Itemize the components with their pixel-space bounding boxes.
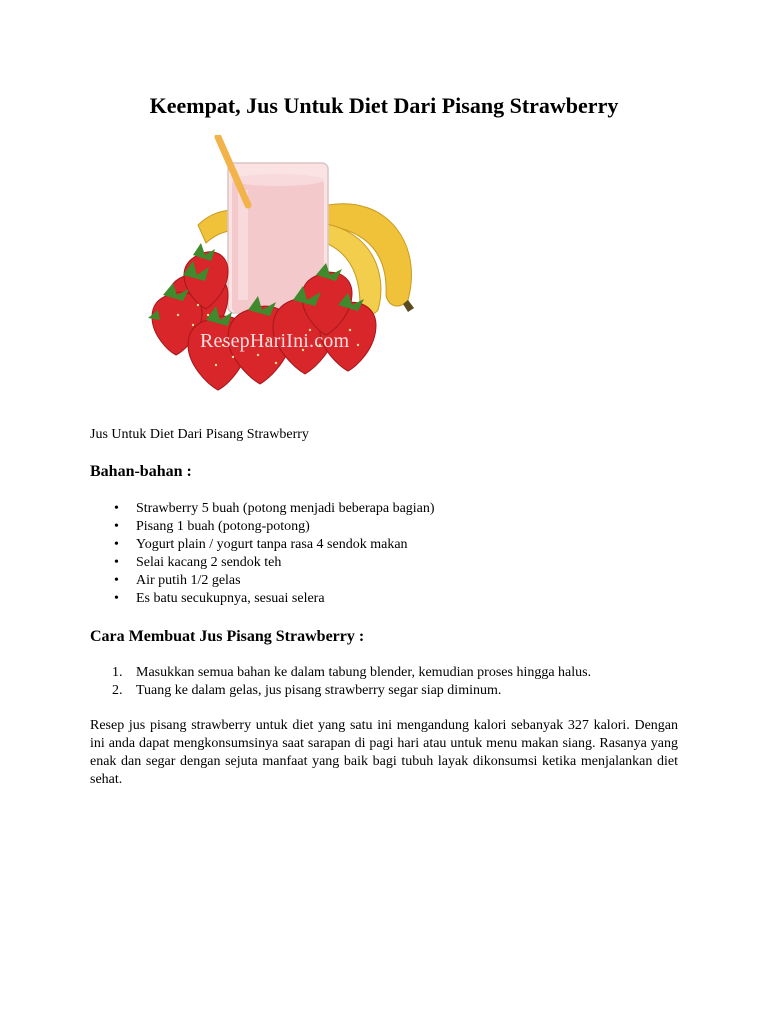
list-item: • Air putih 1/2 gelas [90,572,690,590]
steps-heading: Cara Membuat Jus Pisang Strawberry : [90,628,365,645]
step-text: Tuang ke dalam gelas, jus pisang strawberry segar siap diminum. [136,683,502,698]
list-item: • Selai kacang 2 sendok teh [90,554,690,572]
ingredients-list [90,500,690,608]
page-title: Keempat, Jus Untuk Diet Dari Pisang Strawberry [149,93,619,118]
step-item [90,664,690,682]
ingredients-heading: Bahan-bahan : [90,463,192,480]
list-item: • Strawberry 5 buah (potong menjadi beberapa bagian) [90,500,690,518]
step-number: 1. [112,665,123,680]
description-paragraph: Resep jus pisang strawberry untuk diet yang satu ini mengandung kalori sebanyak 327 kalori. Dengan ini anda dapat mengkonsumsinya saat sarapan di pagi hari atau untuk menu makan siang. Rasanya yang enak dan segar dengan sejuta manfaat yang baik bagi tubuh layak dikonsumsi ketika menjalankan diet sehat. [90,718,678,787]
recipe-photo [88,135,468,410]
step-number: 2. [112,683,123,698]
list-item: • Pisang 1 buah (potong-potong) [90,518,690,536]
list-item: • Es batu secukupnya, sesuai selera [90,590,690,608]
image-caption: Jus Untuk Diet Dari Pisang Strawberry [90,427,309,442]
image-watermark: ResepHariIni.com [200,330,350,352]
steps-list [90,664,690,700]
list-item: • Yogurt plain / yogurt tanpa rasa 4 sendok makan [90,536,690,554]
step-text: Masukkan semua bahan ke dalam tabung blender, kemudian proses hingga halus. [136,665,592,680]
step-item [90,682,690,700]
